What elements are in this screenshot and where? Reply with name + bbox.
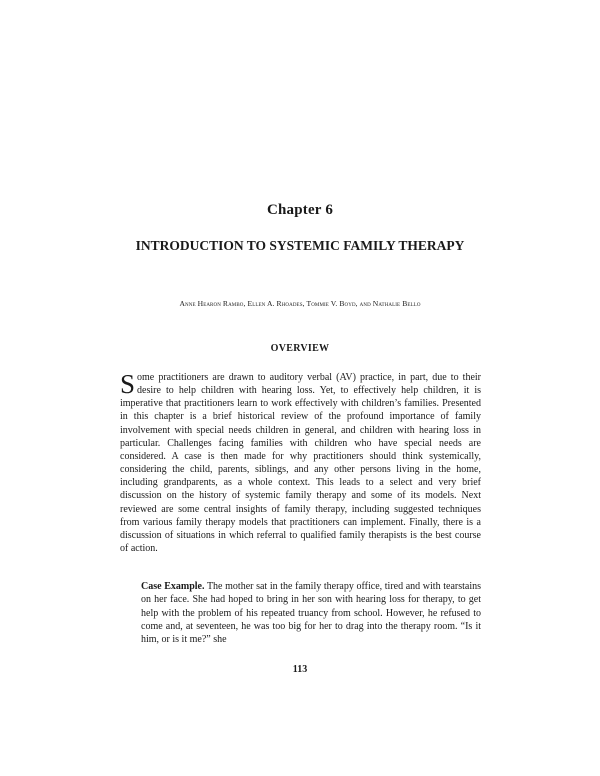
chapter-title: INTRODUCTION TO SYSTEMIC FAMILY THERAPY [135,238,465,253]
case-example-label: Case Example. [141,581,205,592]
page-number: 113 [292,664,308,675]
overview-paragraph [120,371,481,555]
section-heading-overview: OVERVIEW [270,343,330,354]
case-example-text: The mother sat in the family therapy office, tired and with tearstains on her face. She had hoped to bring in her son with hearing loss for therapy, to get help with the problem of his repeated truancy from school. However, he refused to come and, at seventeen, he was too big for her to drag into the therapy room. “Is it him, or is it me?” she [141,581,481,646]
overview-paragraph-text: ome practitioners are drawn to auditory verbal (AV) practice, in part, due to their desire to help children with hearing loss. Yet, to effectively help children, it is imperative that practitioners learn to work effectively with children’s families. Presented in this chapter is a brief historical review of the profound importance of family involvement with special needs children in general, and children with hearing loss in particular. Challenges facing families with children who have special needs are considered. A case is then made for why practitioners should think systemically, considering the child, parents, siblings, and any other persons living in the home, including grandparents, as a whole context. This leads to a select and very brief discussion on the history of systemic family therapy and some of its models. Next reviewed are some central insights of family therapy, including suggested techniques from various family therapy models that practitioners can implement. Finally, there is a discussion of situations in which referral to qualified family therapists is the best course of action. [120,372,481,555]
chapter-label: Chapter 6 [266,202,334,218]
case-example-paragraph [141,580,481,646]
author-line: Anne Hearon Rambo, Ellen A. Rhoades, Tommie V. Boyd, and Nathalie Bello [179,299,421,308]
drop-cap: S [120,369,136,399]
